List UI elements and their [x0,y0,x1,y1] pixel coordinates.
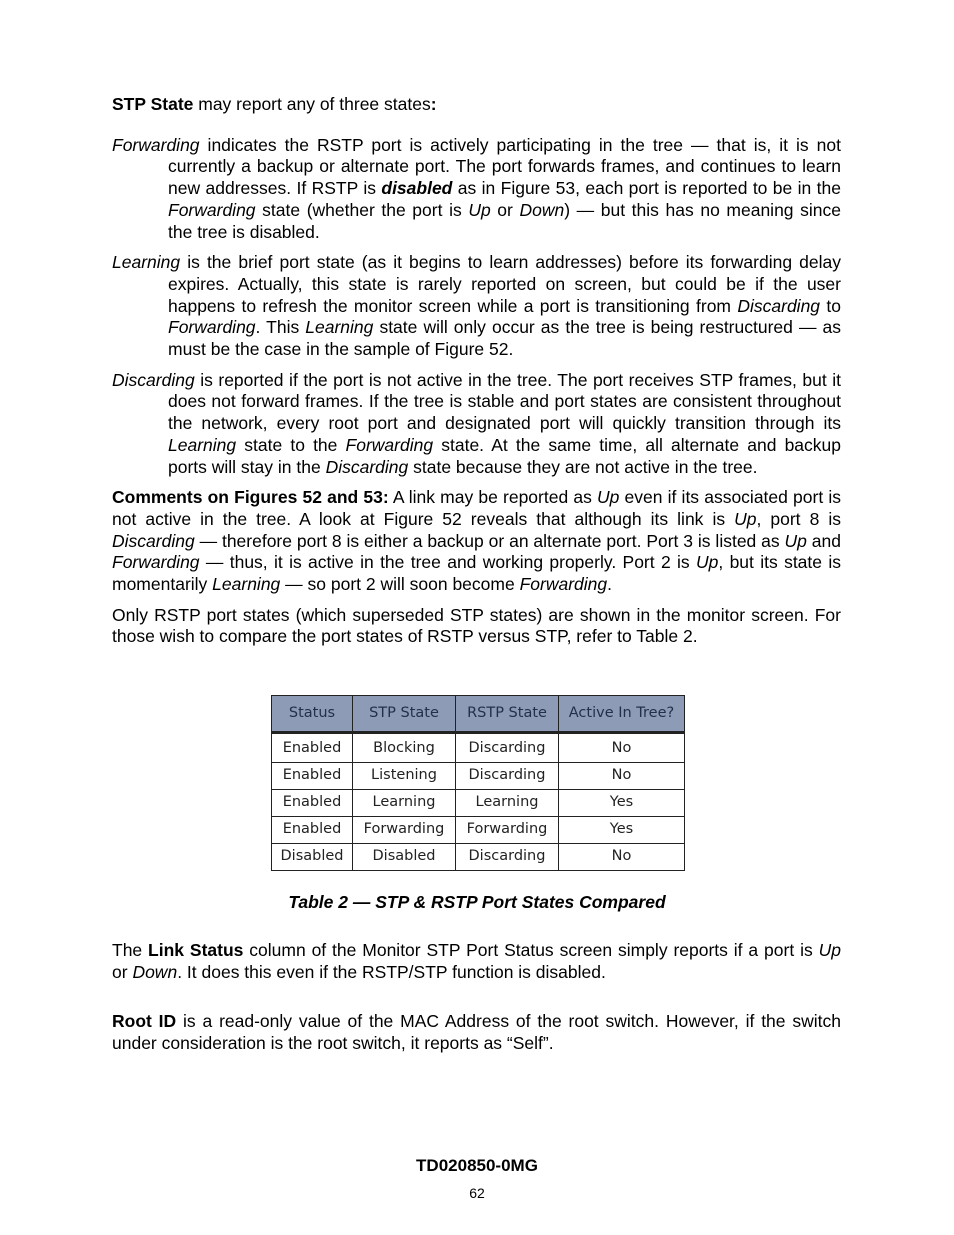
table-row [272,790,685,817]
comments-paragraph: Comments on Figures 52 and 53: A link may be reported as Up even if its associated port is not active in the tree. A look at Figure 52 reveals that although its link is Up, port 8 is Discarding — therefore port 8 is either a backup or an alternate port. Port 3 is listed as Up and Forwarding — thus, it is active in the tree and working properly. Port 2 is Up, but its state is momentarily Learning — so port 2 will soon become Forwarding. [112,487,841,595]
table-caption: Table 2 — STP & RSTP Port States Compared [288,892,666,912]
cell-stp-state: Blocking [353,733,456,763]
learning-definition: Learning is the brief port state (as it begins to learn addresses) before its forwarding delay expires. Actually, this state is rarely reported on screen, but could be if the user happens to refresh the monitor screen while a port is transitioning from Discarding to Forwarding. This Learning state will only occur as the tree is being restructured — as must be the case in the sample of Figure 52. [112,252,841,360]
link-status-paragraph: The Link Status column of the Monitor STP Port Status screen simply reports if a port is Up or Down. It does this even if the RSTP/STP function is disabled. [112,940,841,982]
cell-status: Enabled [272,733,353,763]
cell-active: No [559,763,685,790]
stp-state-term: STP State [112,94,194,114]
cell-stp-state: Forwarding [353,817,456,844]
table-row [272,733,685,763]
cell-stp-state: Learning [353,790,456,817]
cell-active: Yes [559,790,685,817]
document-id: TD020850-0MG [416,1156,538,1175]
cell-rstp-state: Learning [456,790,559,817]
cell-stp-state: Listening [353,763,456,790]
cell-rstp-state: Forwarding [456,817,559,844]
cell-status: Enabled [272,790,353,817]
header-rstp-state: RSTP State [456,696,559,733]
table-row [272,844,685,871]
cell-stp-state: Disabled [353,844,456,871]
cell-status: Enabled [272,763,353,790]
root-id-paragraph: Root ID is a read-only value of the MAC Address of the root switch. However, if the switch under consideration is the root switch, it reports as “Self”. [112,1011,841,1053]
port-states-table [271,695,685,871]
forwarding-definition: Forwarding indicates the RSTP port is actively participating in the tree — that is, it is not currently a backup or alternate port. The port forwards frames, and continues to learn new addresses. If RSTP is disabled as in Figure 53, each port is reported to be in the Forwarding state (whether the port is Up or Down) — but this has no meaning since the tree is disabled. [112,134,841,242]
page-number: 62 [469,1185,485,1201]
cell-active: No [559,733,685,763]
cell-status: Enabled [272,817,353,844]
cell-active: Yes [559,817,685,844]
cell-rstp-state: Discarding [456,763,559,790]
only-rstp-paragraph: Only RSTP port states (which superseded STP states) are shown in the monitor screen. For those wish to compare the port states of RSTP versus STP, refer to Table 2. [112,604,841,647]
header-status: Status [272,696,353,733]
port-states-table-wrapper [271,695,685,871]
header-stp-state: STP State [353,696,456,733]
table-row [272,763,685,790]
stp-state-intro: STP State may report any of three states: [112,94,437,114]
cell-rstp-state: Discarding [456,733,559,763]
cell-active: No [559,844,685,871]
table-header-row [272,696,685,733]
table-row [272,817,685,844]
discarding-definition: Discarding is reported if the port is not active in the tree. The port receives STP frames, but it does not forward frames. If the tree is stable and port states are consistent throughout the network, every root port and designated port will quickly transition through its Learning state to the Forwarding state. At the same time, all alternate and backup ports will stay in the Discarding state because they are not active in the tree. [112,369,841,477]
header-active-in-tree: Active In Tree? [559,696,685,733]
cell-rstp-state: Discarding [456,844,559,871]
cell-status: Disabled [272,844,353,871]
